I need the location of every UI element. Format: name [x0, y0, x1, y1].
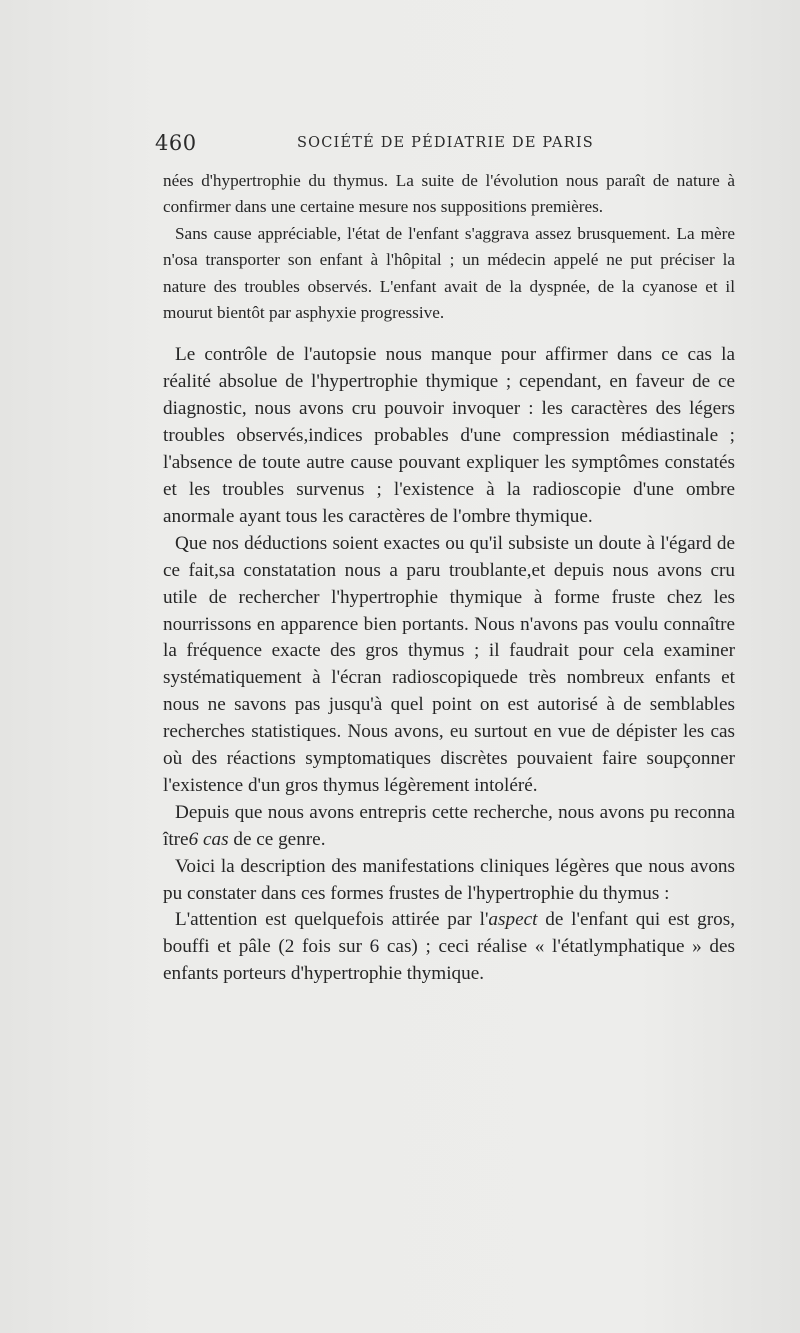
aspect-text-end: de l'enfant qui est gros, bouffi et pâle (2 fois sur 6 cas) ; ceci réalise « l'étatlymphatique » des enfants porteurs d'hypertrophie thymique.: [163, 909, 736, 985]
body-text: [163, 168, 735, 988]
page-number: 460: [155, 131, 197, 155]
page-header: [155, 131, 735, 157]
aspect-italic: aspect: [488, 909, 538, 931]
aspect-text-start: L'attention est quelquefois attirée par l': [175, 909, 489, 931]
main-print-section: [163, 342, 735, 988]
small-print-section: [163, 168, 735, 326]
paragraph-autopsy: Le contrôle de l'autopsie nous manque pour affirmer dans ce cas la réalité absolue de l'hypertrophie thymique ; cependant, en faveur de ce diagnostic, nous avons cru pouvoir invoquer : les caractères des légers troubles observés,indices probables d'une compression médiastinale ; l'absence de toute autre cause pouvant expliquer les symptômes constatés et les troubles survenus ; l'existence à la radioscopie d'une ombre anormale ayant tous les caractères de l'ombre thymique.: [163, 344, 735, 527]
cases-italic: 6 cas: [188, 828, 229, 850]
paragraph-aggravation: Sans cause appréciable, l'état de l'enfant s'aggrava assez brusquement. La mère n'osa transporter son enfant à l'hôpital ; un médecin appelé ne put préciser la nature des troubles observés. L'enfant avait de la dyspnée, de la cyanose et il mourut bientôt par asphyxie progressive.: [163, 223, 735, 323]
paragraph-cases: [163, 800, 735, 854]
cases-text-start: Depuis que nous avons entrepris cette recherche, nous avons pu reconna ître: [163, 801, 735, 850]
paragraph-deductions: Que nos déductions soient exactes ou qu'il subsiste un doute à l'égard de ce fait,sa constatation nous a paru troublante,et depuis nous avons cru utile de rechercher l'hypertrophie thymique à forme fruste chez les nourrissons en apparence bien portants. Nous n'avons pas voulu connaître la fréquence exacte des gros thymus ; il faudrait pour cela examiner systématiquement à l'écran radioscopiquede très nombreux enfants et nous ne savons pas jusqu'à quel point on est autorisé à de semblables recherches statistiques. Nous avons, eu surtout en vue de dépister les cas où des réactions symptomatiques discrètes pouvaient faire soupçonner l'existence d'un gros thymus légèrement intoléré.: [163, 532, 735, 796]
cases-text-end: de ce genre.: [228, 828, 326, 850]
paragraph-continuation: nées d'hypertrophie du thymus. La suite de l'évolution nous paraît de nature à confirmer dans une certaine mesure nos suppositions premières.: [163, 171, 735, 217]
running-head: SOCIÉTÉ DE PÉDIATRIE DE PARIS: [297, 135, 594, 151]
paragraph-aspect: [163, 907, 735, 988]
paragraph-description: Voici la description des manifestations cliniques légères que nous avons pu constater dans ces formes frustes de l'hypertrophie du thymus :: [163, 855, 735, 904]
